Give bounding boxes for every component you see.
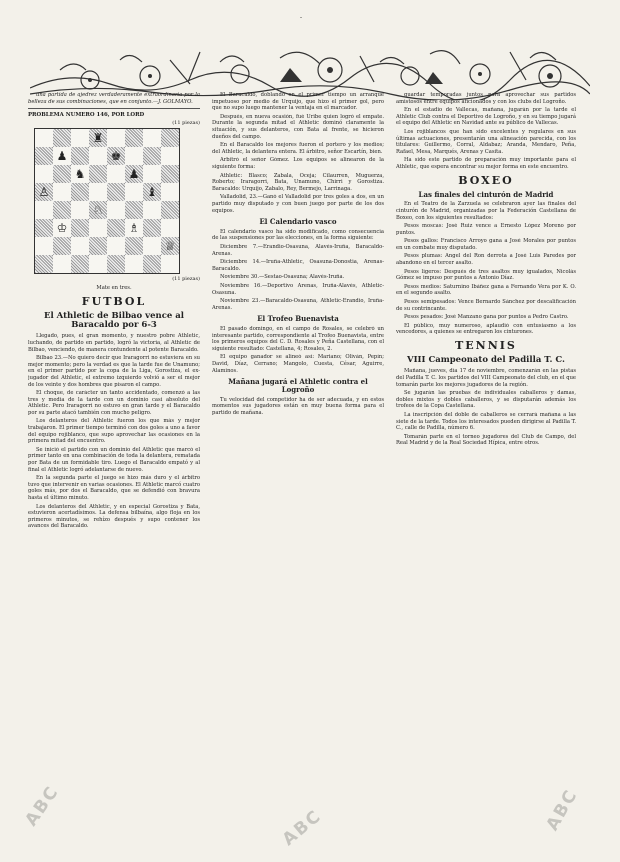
chess-square [71,255,89,273]
chess-square [125,201,143,219]
tennis-paragraph: Tomarán parte en el torneo jugadores del Club de Campo, del Real Madrid y de la Real Sociedad Hípica, entre otros. [396,433,576,447]
chess-square [107,255,125,273]
chess-piece-icon: ♘ [92,203,104,218]
chess-square [125,165,143,183]
chess-square [161,237,179,255]
article-paragraph: En la segunda parte el juego se hizo más duro y el árbitro tuvo que intervenir en varias ocasiones. El Athletic marcó cuatro goles más, por dos el Baracaldo, que se defendió con bravura hasta el último minuto. [28,475,200,501]
column-2 [212,92,384,418]
chess-square [107,147,125,165]
calendar-paragraph: Noviembre 30.—Sestao-Osasuna; Alavés-Iruña. [220,274,345,281]
article-lead: Llegado, pues, el gran momento, y nuestro pobre Athletic, luchando, de partido en partido, logró la victoria, al Athletic de Bilbao, venciendo, de manera contundente al potente Baracaldo. [28,333,200,353]
chess-mate-caption: Mate en tres. [96,284,132,291]
article-paragraph: Arbitró el señor Gómez. Los equipos se alinearon de la siguiente forma: [212,157,384,170]
chess-piece-icon: ♞ [74,167,86,182]
trofeo-paragraph: El equipo ganador se alineó así: Mariano; Oliván, Pepín; David, Díaz, Cerrano; Mangolo, Cuesta, César, Aguirre, Alaminos. [212,354,384,374]
chess-square [71,129,89,147]
chess-square [161,255,179,273]
section-title-tennis: TENNIS [455,339,517,352]
section-title-calendario: El Calendario vasco [259,217,337,227]
chess-intro: una partida de ajedrez verdaderamente extraordinaria por la belleza de sus combinaciones, que en conjunto.—J. GOLMAYO. [28,92,200,105]
calendar-paragraph: Noviembre 23.—Baracaldo-Osasuna, Athletic-Erandio, Iruña-Arenas. [212,298,384,311]
watermark: ABC [278,806,326,850]
chess-square [89,129,107,147]
calendar-paragraph: El calendario vasco ha sido modificado, como consecuencia de las suspensiones por las elecciones, en la forma siguiente: [212,228,384,242]
chess-piece-icon: ♔ [56,221,68,236]
chess-problem-subtitle: (11 piezas) [172,119,200,126]
article-paragraph: El choque, de carácter un tanto accidentado, comenzó a las tres y media de la tarde con un dominio casi absoluto del Athletic. Pero Iraragorri no estuvo en gran tarde y el Baracaldo por su parte atacó también con mucho peligro. [28,390,200,416]
chess-square [143,165,161,183]
chess-square [89,165,107,183]
chess-square [53,255,71,273]
chess-square [53,183,71,201]
tennis-paragraph: Se jugarán las pruebas de individuales caballeros y damas, dobles mixtos y dobles caballeros, y se disputarán además los trofeos de la Copa Castellana. [396,390,576,410]
chess-square [107,201,125,219]
chess-piece-icon: ♙ [38,185,50,200]
section-title-futbol: FUTBOL [81,294,147,308]
chess-square [35,219,53,237]
chess-square [161,165,179,183]
boxeo-paragraph: En el Teatro de la Zarzuela se celebraron ayer las finales del cinturón de Madrid, organizadas por la Federación Castellana de Boxeo, con los siguientes resultados: [396,201,576,221]
chess-square [107,237,125,255]
chess-square [143,255,161,273]
boxeo-paragraph: Pesos gallos: Francisco Arroyo gana a José Morales por puntos en un combate muy disputado. [396,238,576,251]
chess-square [161,201,179,219]
chess-square [89,147,107,165]
chess-piece-icon: ♟ [128,167,140,182]
chess-square [89,201,107,219]
header-illustration [30,40,590,100]
column-1 [28,92,200,532]
chess-piece-icon: ♕ [164,239,176,254]
chess-square [89,237,107,255]
article-paragraph: En el Baracaldo los mejores fueron el portero y los medios; del Athletic, la delantera entera. El árbitro, señor Escartín, bien. [212,142,384,155]
chess-square [143,237,161,255]
chess-square [125,219,143,237]
chess-piece-icon: ♚ [110,149,122,164]
chess-square [71,165,89,183]
tennis-subtitle: VIII Campeonato del Padilla T. C. [406,355,566,366]
chess-board-caption: (11 piezas) [172,276,200,283]
chess-square [53,147,71,165]
chess-square [35,183,53,201]
boxeo-paragraph: Pesos plumas: Ángel del Ron derrota a José Luis Paredes por abandono en el tercer asalto. [396,253,576,267]
article-paragraph: guardar temporadas juntos para aprovechar sus partidos amistosos entre equipos aficionados y con los clubs del Logroño. [396,92,576,105]
boxeo-paragraph: Pesos pesados: José Manzano gana por puntos a Pedro Castro. [404,314,569,321]
article-headline: El Athletic de Bilbao vence al Baracaldo por 6-3 [44,310,184,330]
boxeo-paragraph: Pesos semipesados: Vence Bernardo Sánchez por descalificación de su contrincante. [396,299,576,312]
chess-square [35,165,53,183]
chess-square [53,165,71,183]
chess-square [71,147,89,165]
article-paragraph: Los delanteros del Athletic fueron los que más y mejor trabajaron. El primer tiempo terminó con dos goles a uno a favor del equipo rojiblanco, que supo aprovechar las ocasiones en la primera mitad del encuentro. [28,418,200,445]
chess-board [34,128,180,274]
divider [28,108,200,109]
chess-square [125,129,143,147]
tennis-paragraph: La inscripción del doble de caballeros se cerrará mañana a las siete de la tarde. Todos los interesados pueden dirigirse al Padilla T. C., calle de Padilla, número 6. [396,412,576,432]
chess-square [107,183,125,201]
article-paragraph: Los delanteros del Athletic, y en especial Gorostiza y Bata, estuvieron acertadísimos. La defensa bilbaína, algo floja en los primeros minutos, se rehízo después y supo contener los avances del Baracaldo. [28,503,200,530]
chess-square [161,147,179,165]
chess-piece-icon: ♜ [92,131,104,146]
section-title-boxeo: BOXEO [458,173,514,187]
column-3 [396,92,576,449]
boxeo-paragraph: El público, muy numeroso, aplaudió con entusiasmo a los vencedores, a quienes se entregaron los cinturones. [396,322,576,336]
calendar-paragraph: Diciembre 14.—Iruña-Athletic, Osasuna-Donostia, Arenas-Baracaldo. [212,259,384,272]
chess-square [143,147,161,165]
chess-square [89,183,107,201]
chess-square [71,183,89,201]
chess-piece-icon: ♝ [146,185,158,200]
chess-square [89,219,107,237]
chess-piece-icon: ♟ [56,149,68,164]
section-title-manana: Mañana jugará el Athletic contra el Logroño [228,377,368,394]
chess-problem-title: PROBLEMA NUMERO 146, POR LORD [28,112,145,119]
watermark: ABC [21,781,64,831]
chess-square [107,219,125,237]
tennis-paragraph: Mañana, jueves, día 17 de noviembre, comenzarán en las pistas del Padilla T. C. los partidos del VIII Campeonato del club, en el que tomarán parte los mejores jugadores de la región. [396,368,576,388]
chess-square [35,255,53,273]
manana-paragraph: Tu velocidad del competidor ha de ser adecuada, y en estos momentos sus jugadores están en muy buena forma para el partido de mañana. [212,396,384,416]
chess-square [125,237,143,255]
chess-square [53,201,71,219]
chess-square [161,183,179,201]
page-marker: - [300,14,303,21]
chess-square [71,201,89,219]
chess-square [107,165,125,183]
article-paragraph: El Baracaldo, doblando en el primer tiempo un arranque impetuoso por medio de Urquijo, que hizo el primer gol, pero que no supo luego mantener la ventaja en el marcador. [212,92,384,112]
chess-square [143,129,161,147]
chess-square [125,255,143,273]
boxeo-paragraph: Pesos ligeros: Después de tres asaltos muy igualados, Nicolás Gómez se impuso por puntos a Antonio Díaz. [396,268,576,282]
article-paragraph: Los rojiblancos que han sido excelentes y regulares en sus últimas actuaciones, presentarán una alineación parecida, con los titulares: Guillermo, Corral, Aldabaz; Aranda, Mendaro, Peña, Rafael, Mesa, Marqués, Arenas y Casita. [396,128,576,155]
watermark: ABC [542,785,583,835]
boxeo-paragraph: Pesos moscas: José Ruiz vence a Ernesto López Moreno por puntos. [396,223,576,236]
chess-square [143,183,161,201]
article-paragraph: Athletic: Blasco; Zabala, Oceja; Cilaurren, Muguerza, Roberto; Iraragorri, Bata, Unamuno, Chirri y Gorostiza. Baracaldo: Urquijo, Zabalo, Rey, Bermejo, Larrinaga. [212,172,384,192]
chess-square [35,201,53,219]
boxeo-subtitle: Las finales del cinturón de Madrid [418,189,554,199]
chess-square [35,147,53,165]
chess-piece-icon: ♗ [128,221,140,236]
chess-square [161,219,179,237]
trofeo-paragraph: El pasado domingo, en el campo de Rosales, se celebró un interesante partido, correspondiente al Trofeo Buenavista, entre los primeros equipos del C. D. Rosales y Peña Castellana, con el siguiente resultado: Castellana, 4; Rosales, 2. [212,326,384,352]
chess-square [53,237,71,255]
boxeo-paragraph: Pesos medios: Saturnino Ibáñez gana a Fernando Vera por K. O. en el segundo asalto. [396,283,576,297]
chess-square [53,129,71,147]
chess-square [71,219,89,237]
article-paragraph: Después, en nueva ocasión, fué Uribe quien logró el empate. Durante la segunda mitad el Athletic dominó claramente la situación, y sus delanteros, con Bata al frente, se hicieron dueños del campo. [212,113,384,140]
chess-square [89,255,107,273]
chess-square [143,201,161,219]
chess-square [161,129,179,147]
article-paragraph: Valladolid, 23.—Ganó el Valladolid por tres goles a dos, en un partido muy disputado y con buen juego por parte de los dos equipos. [212,194,384,214]
chess-square [53,219,71,237]
chess-square [35,237,53,255]
chess-square [125,147,143,165]
calendar-paragraph: Diciembre 7.—Erandio-Osasuna, Alavés-Iruña, Baracaldo-Arenas. [212,243,384,257]
chess-square [107,129,125,147]
article-paragraph: Ha sido este partido de preparación muy importante para el Athletic, que espera encontrar su mejor forma en este encuentro. [396,157,576,170]
article-paragraph: Bilbao 23.—No quiero decir que Iraragorri no estuviera en su mejor momento; pero la verdad es que la tarde fue de Unamuno; en el primer partido por la copa de la Liga, Gorostiza, el ex-jugador del Athletic, el extremo izquierdo volvió a ser el mejor de los veinte y dos hombres que pisaron el campo. [28,355,200,388]
article-paragraph: Se inició el partido con un dominio del Athletic que marcó el primer tanto en una combinación de toda la delantera, rematada por Bata de un formidable tiro. Luego el Baracaldo empató y al final el Athletic logró adelantarse de nuevo. [28,446,200,473]
calendar-paragraph: Noviembre 16.—Deportivo Arenas, Iruña-Alavés, Athletic-Osasuna. [212,282,384,296]
chess-square [71,237,89,255]
chess-square [143,219,161,237]
chess-square [35,129,53,147]
article-paragraph: En el estadio de Vallecas, mañana, jugarán por la tarde el Athletic Club contra el Deportivo de Logroño, y en su tiempo jugará el equipo del Athletic en Navidad ante su público de Vallecas. [396,107,576,127]
chess-square [125,183,143,201]
section-title-trofeo: El Trofeo Buenavista [257,314,339,324]
